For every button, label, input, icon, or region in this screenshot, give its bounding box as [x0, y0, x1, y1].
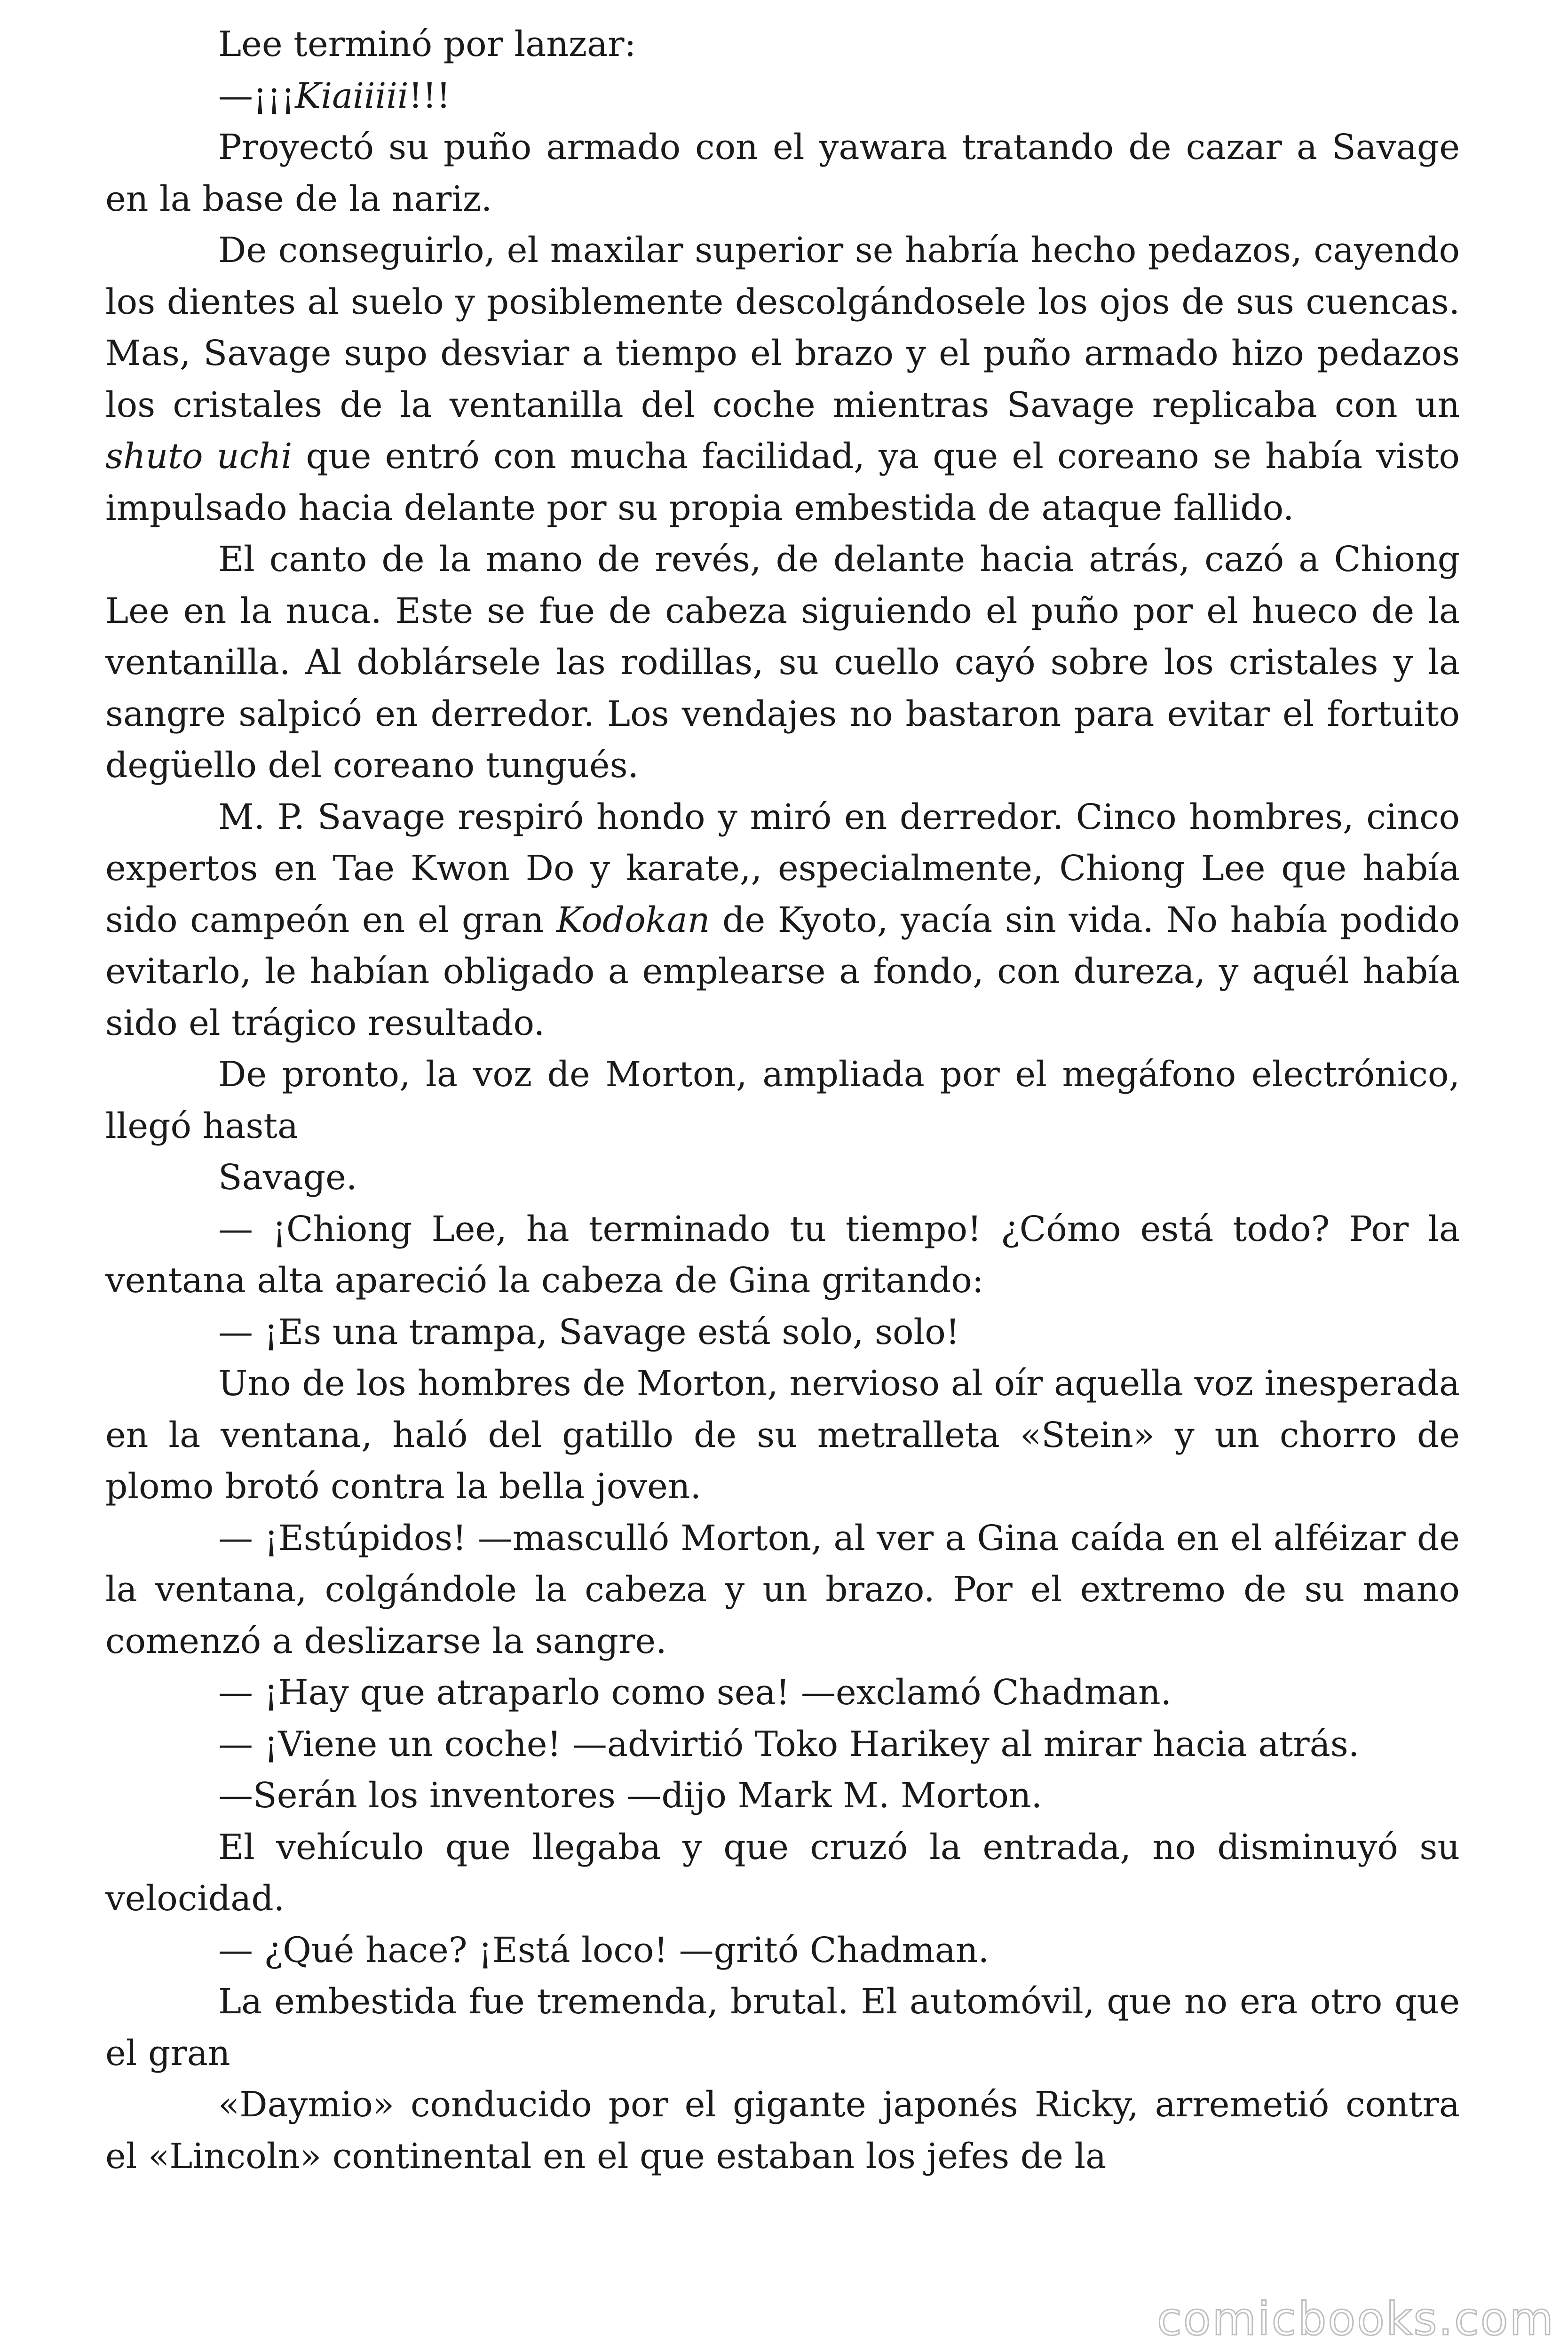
- paragraph: Lee terminó por lanzar:: [218, 24, 636, 64]
- paragraph: «Daymio» conducido por el gigante japonés Ricky, arremetió contra el «Lincoln» continental en el que estaban los jefes de la: [105, 2084, 1460, 2177]
- paragraph: — ¡Viene un coche! —advirtió Toko Harikey al mirar hacia atrás.: [218, 1724, 1360, 1764]
- italic-term: Kodokan: [556, 899, 710, 940]
- body-text: [105, 19, 1460, 2182]
- paragraph: — ¡Estúpidos! —masculló Morton, al ver a Gina caída en el alféizar de la ventana, colgándole la cabeza y un brazo. Por el extremo de su mano comenzó a deslizarse la sangre.: [105, 1518, 1460, 1661]
- paragraph: De conseguirlo, el maxilar superior se habría hecho pedazos, cayendo los dientes al suelo y posiblemente descolgándosele los ojos de sus cuencas. Mas, Savage supo desviar a tiempo el brazo y el puño armado hizo pedazos los cristales de la ventanilla del coche mientras Savage replicaba con un shuto uchi que entró con mucha facilidad, ya que el coreano se había visto impulsado hacia delante por su propia embestida de ataque fallido.: [105, 230, 1460, 528]
- paragraph: Uno de los hombres de Morton, nervioso al oír aquella voz inesperada en la ventana, haló del gatillo de su metralleta «Stein» y un chorro de plomo brotó contra la bella joven.: [105, 1363, 1460, 1507]
- italic-term: Kiaiiiii: [295, 75, 409, 116]
- paragraph: — ¿Qué hace? ¡Está loco! —gritó Chadman.: [218, 1930, 990, 1971]
- paragraph: El vehículo que llegaba y que cruzó la entrada, no disminuyó su velocidad.: [105, 1827, 1460, 1919]
- paragraph: Savage.: [218, 1157, 357, 1198]
- paragraph: —Serán los inventores —dijo Mark M. Morton.: [218, 1775, 1043, 1816]
- watermark-logo: comicbooks.com: [1156, 2293, 1555, 2345]
- paragraph: El canto de la mano de revés, de delante hacia atrás, cazó a Chiong Lee en la nuca. Este se fue de cabeza siguiendo el puño por el hueco de la ventanilla. Al doblársele las rodillas, su cuello cayó sobre los cristales y la sangre salpicó en derredor. Los vendajes no bastaron para evitar el fortuito degüello del coreano tungués.: [105, 539, 1460, 786]
- paragraph: Proyectó su puño armado con el yawara tratando de cazar a Savage en la base de la nariz.: [105, 127, 1460, 219]
- paragraph: —¡¡¡Kiaiiiii!!!: [218, 75, 451, 116]
- paragraph: — ¡Chiong Lee, ha terminado tu tiempo! ¿Cómo está todo? Por la ventana alta apareció la cabeza de Gina gritando:: [105, 1208, 1460, 1301]
- italic-term: shuto uchi: [105, 436, 293, 477]
- paragraph: De pronto, la voz de Morton, ampliada por el megáfono electrónico, llegó hasta: [105, 1054, 1460, 1146]
- paragraph: — ¡Hay que atraparlo como sea! —exclamó Chadman.: [218, 1672, 1172, 1713]
- paragraph: — ¡Es una trampa, Savage está solo, solo!: [218, 1311, 960, 1352]
- paragraph: M. P. Savage respiró hondo y miró en derredor. Cinco hombres, cinco expertos en Tae Kwon Do y karate,, especialmente, Chiong Lee que había sido campeón en el gran Kodokan de Kyoto, yacía sin vida. No había podido evitarlo, le habían obligado a emplearse a fondo, con dureza, y aquél había sido el trágico resultado.: [105, 796, 1460, 1043]
- paragraph: La embestida fue tremenda, brutal. El automóvil, que no era otro que el gran: [105, 1981, 1460, 2074]
